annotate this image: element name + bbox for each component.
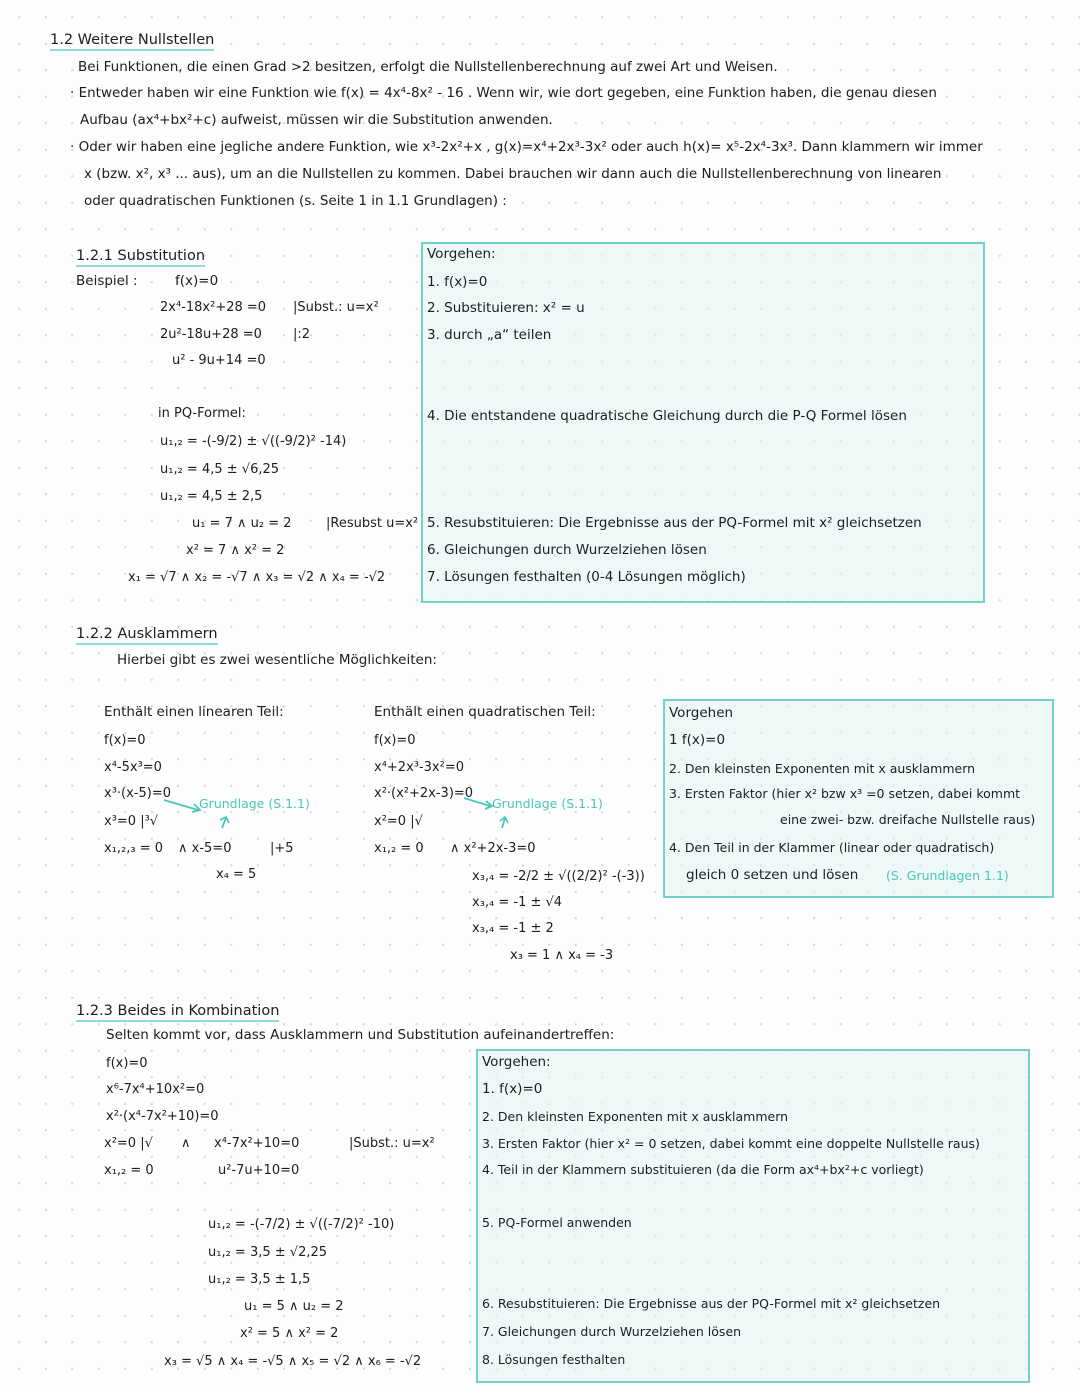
kombination-title: 1.2.3 Beides in Kombination xyxy=(76,1004,279,1019)
subst-note-1: |Subst.: u=x² xyxy=(293,300,379,315)
komb-pq-1: u₁,₂ = -(-7/2) ± √((-7/2)² -10) xyxy=(208,1217,395,1232)
quad-line-6: x₃,₄ = -2/2 ± √((2/2)² -(-3)) xyxy=(472,869,645,884)
komb-line-5a: x₁,₂ = 0 xyxy=(104,1163,154,1178)
box3-title: Vorgehen: xyxy=(482,1054,551,1070)
beispiel-label: Beispiel : xyxy=(76,273,138,289)
quad-title: Enthält einen quadratischen Teil: xyxy=(374,704,596,720)
subst-result-2: x² = 7 ∧ x² = 2 xyxy=(186,543,285,558)
box3-step-2: 2. Den kleinsten Exponenten mit x ausklammern xyxy=(482,1109,789,1124)
komb-line-4c: x⁴-7x²+10=0 xyxy=(214,1136,300,1151)
box1-step-7: 7. Lösungen festhalten (0-4 Lösungen möglich) xyxy=(427,569,746,585)
pq-line-3: u₁,₂ = 4,5 ± 2,5 xyxy=(160,489,263,504)
subst-line-2: 2x⁴-18x²+28 =0 xyxy=(160,300,267,315)
linear-line-3: x³·(x-5)=0 xyxy=(104,786,171,801)
bullet-2-line-3: oder quadratischen Funktionen (s. Seite 1 in 1.1 Grundlagen) : xyxy=(84,193,507,209)
linear-line-2: x⁴-5x³=0 xyxy=(104,760,162,775)
box3-step-1: 1. f(x)=0 xyxy=(482,1081,543,1097)
box2-title: Vorgehen xyxy=(669,705,734,721)
box2-step-3b: eine zwei- bzw. dreifache Nullstelle raus) xyxy=(780,812,1036,827)
quad-line-1: f(x)=0 xyxy=(374,733,416,748)
linear-line-5b: ∧ x-5=0 xyxy=(178,841,232,856)
quad-line-3: x²·(x²+2x-3)=0 xyxy=(374,786,474,801)
komb-line-2: x⁶-7x⁴+10x²=0 xyxy=(106,1082,205,1097)
linear-line-4: x³=0 |³√ xyxy=(104,814,159,829)
bullet-2-line-1: · Oder wir haben eine jegliche andere Funktion, wie x³-2x²+x , g(x)=x⁴+2x³-3x² oder auch h(x)= x⁵-2x⁴-3x³. Dann klammern wir immer xyxy=(70,139,983,155)
komb-line-1: f(x)=0 xyxy=(106,1056,148,1071)
subst-line-4: u² - 9u+14 =0 xyxy=(172,353,266,368)
grundlage-arrows-left xyxy=(150,792,380,832)
quad-line-5b: ∧ x²+2x-3=0 xyxy=(450,841,536,856)
box2-step-4b: gleich 0 setzen und lösen xyxy=(686,867,859,883)
box3-step-6: 6. Resubstituieren: Die Ergebnisse aus der PQ-Formel mit x² gleichsetzen xyxy=(482,1296,941,1311)
komb-result-3: x₃ = √5 ∧ x₄ = -√5 ∧ x₅ = √2 ∧ x₆ = -√2 xyxy=(164,1354,422,1369)
box2-step-1: 1 f(x)=0 xyxy=(669,732,726,748)
subst-result-3: x₁ = √7 ∧ x₂ = -√7 ∧ x₃ = √2 ∧ x₄ = -√2 xyxy=(128,570,386,585)
resubst-note: |Resubst u=x² xyxy=(326,516,419,531)
pq-line-2: u₁,₂ = 4,5 ± √6,25 xyxy=(160,462,280,477)
box1-step-1: 1. f(x)=0 xyxy=(427,274,488,290)
komb-line-3: x²·(x⁴-7x²+10)=0 xyxy=(106,1109,219,1124)
quad-line-5a: x₁,₂ = 0 xyxy=(374,841,424,856)
kombination-intro: Selten kommt vor, dass Ausklammern und Substitution aufeinandertreffen: xyxy=(106,1027,615,1043)
subst-result-1: u₁ = 7 ∧ u₂ = 2 xyxy=(192,516,292,531)
komb-line-4b: ∧ xyxy=(181,1136,191,1151)
box1-step-5: 5. Resubstituieren: Die Ergebnisse aus der PQ-Formel mit x² gleichsetzen xyxy=(427,515,922,531)
quad-line-9: x₃ = 1 ∧ x₄ = -3 xyxy=(510,948,614,963)
box3-step-5: 5. PQ-Formel anwenden xyxy=(482,1215,632,1230)
bullet-1-line-1: · Entweder haben wir eine Funktion wie f(x) = 4x⁴-8x² - 16 . Wenn wir, wie dort gegeben, eine Funktion haben, die genau diesen xyxy=(70,85,937,101)
box1-step-6: 6. Gleichungen durch Wurzelziehen lösen xyxy=(427,542,707,558)
komb-pq-3: u₁,₂ = 3,5 ± 1,5 xyxy=(208,1272,311,1287)
quad-grundlage-note: Grundlage (S.1.1) xyxy=(492,796,603,811)
box3-step-7: 7. Gleichungen durch Wurzelziehen lösen xyxy=(482,1324,742,1339)
linear-line-6: x₄ = 5 xyxy=(216,867,257,882)
substitution-title: 1.2.1 Substitution xyxy=(76,249,205,264)
ausklammern-title: 1.2.2 Ausklammern xyxy=(76,627,218,642)
linear-line-5a: x₁,₂,₃ = 0 xyxy=(104,841,164,856)
linear-grundlage-note: Grundlage (S.1.1) xyxy=(199,796,310,811)
ausklammern-intro: Hierbei gibt es zwei wesentliche Möglichkeiten: xyxy=(117,652,437,668)
linear-title: Enthält einen linearen Teil: xyxy=(104,704,284,720)
subst-line-1: f(x)=0 xyxy=(175,273,219,289)
box3-step-8: 8. Lösungen festhalten xyxy=(482,1352,626,1367)
box3-step-3: 3. Ersten Faktor (hier x² = 0 setzen, dabei kommt eine doppelte Nullstelle raus) xyxy=(482,1136,980,1151)
box1-title: Vorgehen: xyxy=(427,246,496,262)
quad-line-2: x⁴+2x³-3x²=0 xyxy=(374,760,465,775)
pq-label: in PQ-Formel: xyxy=(158,406,246,421)
quad-line-4: x²=0 |√ xyxy=(374,814,423,829)
bullet-2-line-2: x (bzw. x², x³ ... aus), um an die Nullstellen zu kommen. Dabei brauchen wir dann auch die Nullstellenberechnung von linearen xyxy=(84,166,942,182)
komb-line-4a: x²=0 |√ xyxy=(104,1136,153,1151)
subst-line-3: 2u²-18u+28 =0 xyxy=(160,327,262,342)
bullet-1-line-2: Aufbau (ax⁴+bx²+c) aufweist, müssen wir die Substitution anwenden. xyxy=(80,112,553,128)
komb-result-1: u₁ = 5 ∧ u₂ = 2 xyxy=(244,1299,344,1314)
pq-line-1: u₁,₂ = -(-9/2) ± √((-9/2)² -14) xyxy=(160,434,347,449)
box2-step-4c: (S. Grundlagen 1.1) xyxy=(886,868,1009,883)
linear-line-1: f(x)=0 xyxy=(104,733,146,748)
komb-pq-2: u₁,₂ = 3,5 ± √2,25 xyxy=(208,1245,328,1260)
box2-step-3a: 3. Ersten Faktor (hier x² bzw x³ =0 setzen, dabei kommt xyxy=(669,786,1021,801)
quad-line-8: x₃,₄ = -1 ± 2 xyxy=(472,921,554,936)
box1-step-2: 2. Substituieren: x² = u xyxy=(427,300,585,316)
grundlage-arrows-right xyxy=(460,792,540,832)
subst-note-2: |:2 xyxy=(293,327,311,342)
section-title: 1.2 Weitere Nullstellen xyxy=(50,33,214,48)
intro-text: Bei Funktionen, die einen Grad >2 besitzen, erfolgt die Nullstellenberechnung auf zwei Art und Weisen. xyxy=(78,59,778,75)
komb-line-5b: u²-7u+10=0 xyxy=(218,1163,300,1178)
box1-step-3: 3. durch „a“ teilen xyxy=(427,327,552,343)
box1-step-4: 4. Die entstandene quadratische Gleichung durch die P-Q Formel lösen xyxy=(427,408,907,424)
komb-result-2: x² = 5 ∧ x² = 2 xyxy=(240,1326,339,1341)
komb-line-4d: |Subst.: u=x² xyxy=(349,1136,435,1151)
box3-step-4: 4. Teil in der Klammern substituieren (da die Form ax⁴+bx²+c vorliegt) xyxy=(482,1162,924,1177)
quad-line-7: x₃,₄ = -1 ± √4 xyxy=(472,895,563,910)
box2-step-2: 2. Den kleinsten Exponenten mit x ausklammern xyxy=(669,761,976,776)
box2-step-4a: 4. Den Teil in der Klammer (linear oder quadratisch) xyxy=(669,840,995,855)
linear-line-5c: |+5 xyxy=(270,841,294,856)
